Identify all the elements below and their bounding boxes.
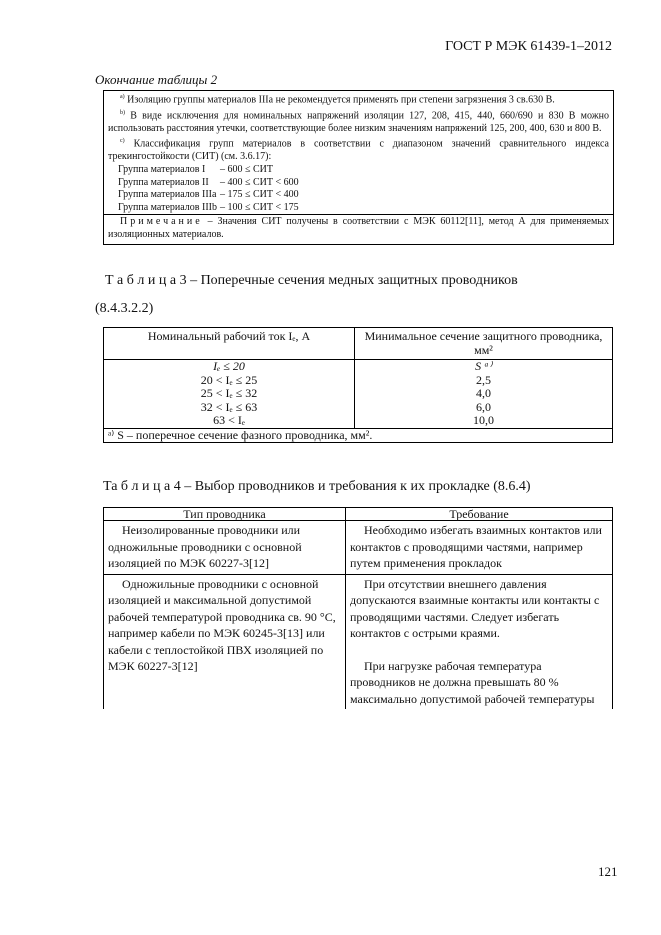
table-3-section-ref: (8.4.3.2.2) <box>95 301 154 316</box>
table-row: 63 < Iₑ 10,0 <box>104 414 613 428</box>
table-row: 32 < Iₑ ≤ 63 6,0 <box>104 401 613 415</box>
table-4-title: Та б л и ц а 4 – Выбор проводников и требования к их прокладке (8.6.4) <box>103 479 531 494</box>
table-row: Неизолированные проводники или одножильные проводники с основной изоляцией по МЭК 60227-3[12] Необходимо избегать взаимных контактов или контактов с проводящими частями, например путем применения прокладок <box>104 521 613 575</box>
table-continuation-label: Окончание таблицы 2 <box>95 72 218 87</box>
material-group: Группа материалов II – 400 ≤ СИТ < 600 <box>118 176 299 188</box>
table-row: 20 < Iₑ ≤ 25 2,5 <box>104 374 613 388</box>
footnote-a: $^{a)}$ Изоляцию группы материалов IIIa не рекомендуется применять при степени загрязнения 3 св.630 В. <box>120 94 555 106</box>
table-4 <box>103 507 613 709</box>
column-header: Минимальное сечение защитного проводника, мм² <box>355 328 613 360</box>
document-header: ГОСТ Р МЭК 61439-1–2012 <box>445 39 612 54</box>
table-footnote: ᵃ⁾ S – поперечное сечение фазного проводника, мм². <box>104 428 613 443</box>
table-3-title: Т а б л и ц а 3 – Поперечные сечения медных защитных проводников <box>105 273 518 288</box>
table-row: Iₑ ≤ 20 S ᵃ⁾ <box>104 360 613 374</box>
table-note: Примечание – Значения СИТ получены в соответствии с МЭК 60112[11], метод А для применяемых изоляционных материалов. <box>104 214 613 243</box>
page-number: 121 <box>598 864 618 879</box>
column-header: Тип проводника <box>104 508 346 521</box>
material-group: Группа материалов I – 600 ≤ СИТ <box>118 163 273 175</box>
table-2-footnotes <box>103 90 614 245</box>
footnote-c: $^{c)}$ Классификация групп материалов в соответствии с диапазоном значений сравнительного индекса трекингостойкости (СИТ) (см. 3.6.17): <box>108 138 609 163</box>
material-group: Группа материалов IIIa – 175 ≤ СИТ < 400 <box>118 189 299 201</box>
footnote-b: $^{b)}$ В виде исключения для номинальных напряжений изоляции 127, 208, 415, 440, 660/690 и 830 В можно использовать расстояния утечки, соответствующие более низким значениям напряжений 125, 200, 400, 630 и 800 В. <box>108 109 610 134</box>
column-header: Требование <box>346 508 613 521</box>
material-group: Группа материалов IIIb – 100 ≤ СИТ < 175 <box>118 201 299 213</box>
table-3 <box>103 327 613 443</box>
column-header: Номинальный рабочий ток Iₑ, А <box>104 328 355 360</box>
table-row: 25 < Iₑ ≤ 32 4,0 <box>104 387 613 401</box>
table-row: Одножильные проводники с основной изоляцией и максимальной допустимой рабочей температурой проводника св. 90 °С, например кабели по МЭК 60245-3[13] или кабели с теплостойкой ПВХ изоляцией по МЭК 60227-3[12] При отсутствии внешнего давления допускаются взаимные контакты или контакты с проводящими частями. Следует избегать контактов с острыми краями. При нагрузке рабочая температура проводников не должна превышать 80 % максимально допустимой рабочей температуры <box>104 574 613 709</box>
